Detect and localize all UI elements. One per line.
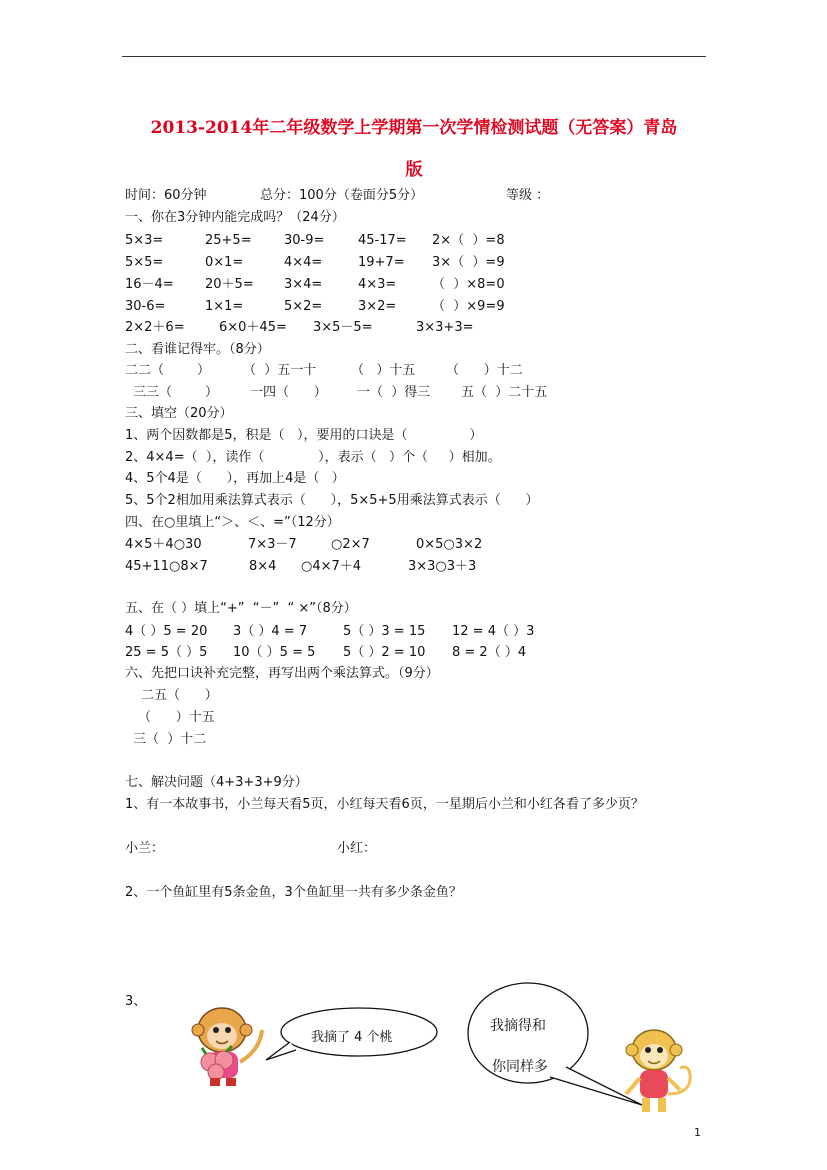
s2-cell: 五（ ）二十五 <box>461 385 548 400</box>
s1-cell: 19+7= <box>358 255 405 270</box>
monkey-illustration <box>620 1024 698 1120</box>
s1-cell: 3×4= <box>284 277 323 292</box>
s5-cell: 3（ ）4 = 7 <box>233 624 308 639</box>
section6-heading: 六、先把口诀补充完整，再写出两个乘法算式。（9分） <box>125 666 439 681</box>
s1-cell: 5×3= <box>125 233 164 248</box>
s4-cell: 45+11○8×7 <box>125 559 208 574</box>
speech-bubble-right-text-2: 你同样多 <box>492 1059 548 1075</box>
s4-cell: ○4×7＋4 <box>301 559 362 574</box>
s1-cell: 16－4= <box>125 277 174 292</box>
s7-question-3: 3、 <box>125 994 147 1009</box>
s5-cell: 4（ ）5 = 20 <box>125 624 208 639</box>
s3-item: 4、5个4是（ ），再加上4是（ ） <box>125 471 345 486</box>
s4-cell: ○2×7 <box>331 537 370 552</box>
info-score: 总分：100分（卷面分5分） <box>260 188 424 203</box>
s1-cell: 30-9= <box>284 233 325 248</box>
s5-cell: 5（ ）3 = 15 <box>343 624 426 639</box>
s1-cell: 3×（ ）=9 <box>432 255 505 270</box>
s2-cell: 二二（ ） <box>125 363 211 378</box>
s1-cell: 4×4= <box>284 255 323 270</box>
speech-bubble-right-text-1: 我摘得和 <box>490 1018 546 1034</box>
s1-cell: （ ）×8=0 <box>432 277 505 292</box>
s2-cell: （ ）十五 <box>351 363 416 378</box>
s6-item: （ ）十五 <box>138 710 215 725</box>
s2-cell: 一四（ ） <box>250 385 327 400</box>
doc-title-line1: 2013-2014年二年级数学上学期第一次学情检测试题（无答案）青岛 <box>150 118 678 138</box>
s1-cell: 5×5= <box>125 255 164 270</box>
speech-bubble-left-text: 我摘了 4 个桃 <box>311 1030 393 1045</box>
section2-heading: 二、看谁记得牢。（8分） <box>125 342 270 357</box>
s5-cell: 8 = 2（ ）4 <box>452 645 527 660</box>
s4-cell: 3×3○3＋3 <box>408 559 477 574</box>
s1-cell: 3×5－5= <box>313 320 373 335</box>
section5-heading: 五、在（ ）填上“+” “－” “ ×”（8分） <box>125 601 357 616</box>
s1-cell: 3×2= <box>358 299 397 314</box>
s1-cell: 45-17= <box>358 233 407 248</box>
s1-cell: 30-6= <box>125 299 166 314</box>
s3-item: 5、5个2相加用乘法算式表示（ ），5×5+5用乘法算式表示（ ） <box>125 493 539 508</box>
s5-cell: 5（ ）2 = 10 <box>343 645 426 660</box>
s1-cell: 5×2= <box>284 299 323 314</box>
s7-answer-xiaohong: 小红： <box>337 841 377 856</box>
section1-heading: 一、你在3分钟内能完成吗？（24分） <box>125 210 345 225</box>
s2-cell: 一（ ）得三 <box>357 385 431 400</box>
s1-cell: 6×0＋45= <box>219 320 287 335</box>
s7-answer-xiaolan: 小兰： <box>125 841 165 856</box>
section3-heading: 三、填空（20分） <box>125 406 233 421</box>
s2-cell: 三三（ ） <box>133 385 219 400</box>
s7-question-2: 2、一个鱼缸里有5条金鱼，3个鱼缸里一共有多少条金鱼？ <box>125 885 462 900</box>
doc-title-line2: 版 <box>405 160 423 180</box>
s1-cell: 0×1= <box>205 255 244 270</box>
section7-heading: 七、解决问题（4+3+3+9分） <box>125 775 308 790</box>
info-time: 时间：60分钟 <box>125 188 207 203</box>
s4-cell: 4×5＋4○30 <box>125 537 202 552</box>
s4-cell: 7×3－7 <box>248 537 297 552</box>
s1-cell: 3×3+3= <box>416 320 474 335</box>
s7-question-1: 1、有一本故事书，小兰每天看5页，小红每天看6页，一星期后小兰和小红各看了多少页？ <box>125 797 644 812</box>
s5-cell: 25 = 5（ ）5 <box>125 645 208 660</box>
s1-cell: 20＋5= <box>205 277 254 292</box>
s1-cell: 2×（ ）=8 <box>432 233 505 248</box>
header-rule <box>122 56 706 57</box>
s2-cell: （ ）十二 <box>446 363 523 378</box>
s1-cell: （ ）×9=9 <box>432 299 505 314</box>
s1-cell: 25+5= <box>205 233 252 248</box>
monkey-peaches-illustration <box>186 1000 270 1090</box>
s5-cell: 10（ ）5 = 5 <box>233 645 316 660</box>
s3-item: 2、4×4=（ ），读作（ ），表示（ ）个（ ）相加。 <box>125 450 501 465</box>
info-grade: 等级 ： <box>506 188 550 203</box>
s3-item: 1、两个因数都是5，积是（ ），要用的口诀是（ ） <box>125 428 483 443</box>
s6-item: 二五（ ） <box>141 688 218 703</box>
s5-cell: 12 = 4（ ）3 <box>452 624 535 639</box>
s1-cell: 2×2＋6= <box>125 320 185 335</box>
section4-heading: 四、在○里填上“＞、＜、=”（12分） <box>125 515 340 530</box>
s1-cell: 4×3= <box>358 277 397 292</box>
page-number: 1 <box>694 1126 701 1139</box>
s4-cell: 0×5○3×2 <box>416 537 483 552</box>
s1-cell: 1×1= <box>205 299 244 314</box>
s6-item: 三（ ）十二 <box>133 732 207 747</box>
s4-cell: 8×4 <box>249 559 277 574</box>
s2-cell: （ ）五一十 <box>243 363 317 378</box>
